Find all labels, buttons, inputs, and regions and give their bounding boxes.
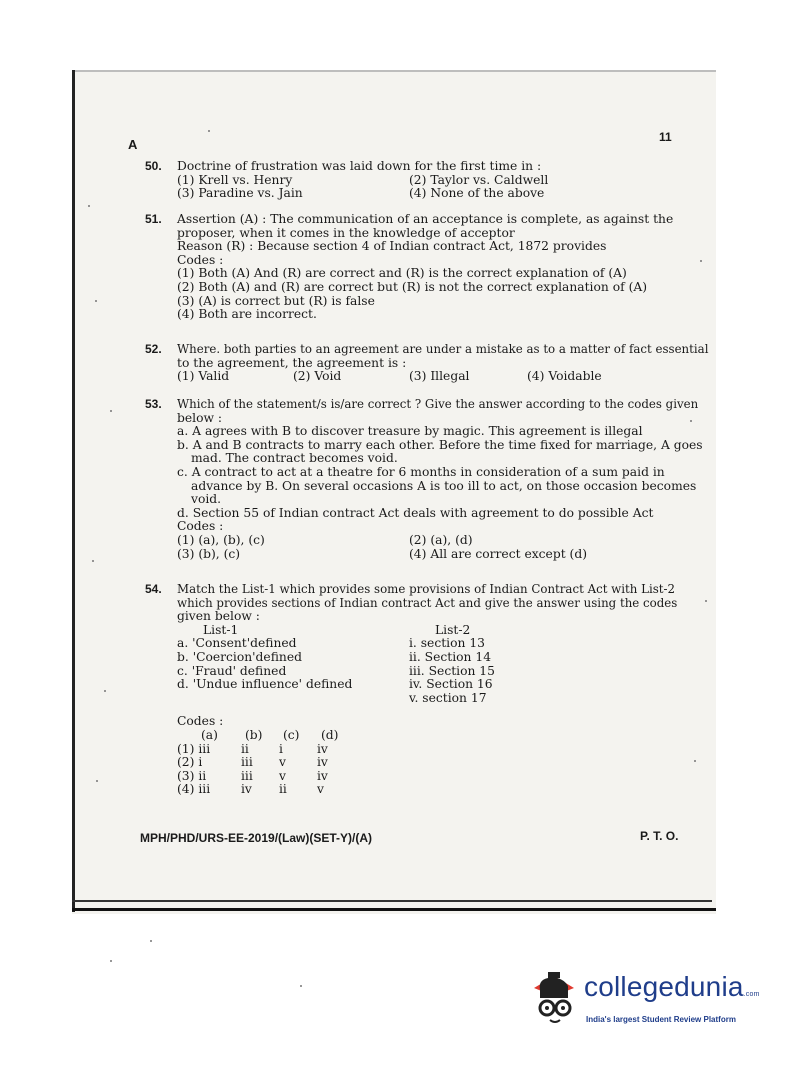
list-2-item: iii. Section 15 (409, 663, 495, 678)
codes-cell: i (279, 741, 283, 756)
codes-cell: (3) ii (177, 768, 207, 783)
codes-row (177, 756, 675, 770)
list-2-item: i. section 13 (409, 636, 485, 651)
option-4: (4) None of the above (409, 186, 545, 201)
logo-tagline: India's largest Student Review Platform (586, 1014, 736, 1024)
statement-b-cont: mad. The contract becomes void. (191, 451, 398, 466)
statement-a: a. A agrees with B to discover treasure by magic. This agreement is illegal (177, 424, 643, 439)
codes-header: (b) (245, 727, 263, 742)
option-3: (3) (b), (c) (177, 546, 241, 561)
statement-c-cont: advance by B. On several occasions A is too ill to act, on those occasion becomes (191, 478, 697, 493)
codes-cell: v (317, 782, 324, 797)
question-number: 53. (145, 397, 162, 411)
reason-text: Reason (R) : Because section 4 of Indian contract Act, 1872 provides (177, 239, 607, 254)
list-2-title: List-2 (435, 622, 471, 637)
question-text: Where. both parties to an agreement are under a mistake as to a matter of fact essential (177, 342, 709, 356)
question-50 (145, 160, 675, 201)
collegedunia-logo[interactable] (528, 968, 760, 1028)
list-1-title: List-1 (203, 622, 239, 637)
pto-label: P. T. O. (640, 829, 679, 843)
codes-cell: iv (317, 768, 328, 783)
codes-cell: ii (241, 741, 249, 756)
bottom-rule-2 (72, 908, 716, 911)
statement-c: c. A contract to act at a theatre for 6 months in consideration of a sum paid in (177, 464, 665, 479)
option-1: (1) Both (A) And (R) are correct and (R) is the correct explanation of (A) (177, 266, 627, 281)
codes-header: (a) (201, 727, 218, 742)
statement-b: b. A and B contracts to marry each other. Before the time fixed for marriage, A goes (177, 437, 703, 452)
footer-code: MPH/PHD/URS-EE-2019/(Law)(SET-Y)/(A) (140, 831, 373, 845)
option-2: (2) Both (A) and (R) are correct but (R) is not the correct explanation of (A) (177, 279, 648, 294)
codes-cell: iv (241, 782, 252, 797)
question-text: Match the List-1 which provides some provisions of Indian Contract Act with List-2 (177, 582, 676, 596)
question-text-cont: to the agreement, the agreement is : (177, 355, 407, 370)
question-number: 54. (145, 582, 162, 596)
codes-cell: iv (317, 755, 328, 770)
question-54 (145, 582, 678, 797)
option-3: (3) Illegal (409, 369, 470, 384)
section-letter: A (128, 137, 138, 152)
question-number: 52. (145, 342, 162, 356)
question-number: 50. (145, 159, 162, 173)
question-52 (145, 342, 709, 384)
mascot-icon (528, 968, 580, 1028)
codes-cell: iv (317, 741, 328, 756)
option-3: (3) Paradine vs. Jain (177, 186, 303, 201)
codes-label: Codes : (177, 714, 224, 729)
list-1-item: a. 'Consent'defined (177, 636, 297, 651)
list-1-item: d. 'Undue influence' defined (177, 677, 353, 692)
question-text: Which of the statement/s is/are correct ? Give the answer according to the codes given (177, 397, 699, 411)
codes-cell: (4) iii (177, 782, 211, 797)
page-edge-shadow (72, 70, 75, 912)
option-3: (3) (A) is correct but (R) is false (177, 293, 375, 308)
list-2-item: iv. Section 16 (409, 677, 493, 692)
option-4: (4) Voidable (527, 369, 602, 384)
codes-label: Codes : (177, 519, 224, 534)
codes-row (177, 770, 675, 784)
codes-cell: iii (241, 755, 253, 770)
codes-header: (c) (283, 727, 300, 742)
logo-suffix: .com (743, 990, 760, 998)
question-text-cont: which provides sections of Indian contract Act and give the answer using the codes (177, 595, 678, 610)
codes-row (177, 743, 675, 757)
logo-name: collegedunia (584, 970, 744, 1002)
option-1: (1) Valid (177, 369, 230, 384)
list-2-item: v. section 17 (409, 690, 487, 705)
option-4: (4) Both are incorrect. (177, 307, 317, 322)
codes-table (177, 715, 675, 797)
assertion-text-cont: proposer, when it comes in the knowledge of acceptor (177, 225, 515, 240)
codes-cell: (2) i (177, 755, 203, 770)
codes-row (177, 783, 675, 797)
codes-cell: v (279, 768, 286, 783)
option-2: (2) (a), (d) (409, 532, 473, 547)
codes-cell: ii (279, 782, 287, 797)
codes-label: Codes : (177, 252, 224, 267)
option-1: (1) Krell vs. Henry (177, 172, 293, 187)
list-1-item: c. 'Fraud' defined (177, 663, 287, 678)
assertion-text: Assertion (A) : The communication of an acceptance is complete, as against the (177, 212, 674, 226)
bottom-rule (72, 900, 712, 902)
codes-cell: iii (241, 768, 253, 783)
codes-cell: (1) iii (177, 741, 211, 756)
statement-d: d. Section 55 of Indian contract Act deals with agreement to do possible Act (177, 505, 654, 520)
option-2: (2) Taylor vs. Caldwell (409, 172, 549, 187)
page-number: 11 (659, 130, 672, 144)
codes-header: (d) (321, 727, 339, 742)
question-text-cont: below : (177, 410, 223, 425)
question-text-cont2: given below : (177, 609, 260, 624)
codes-cell: v (279, 755, 286, 770)
statement-c-cont2: void. (191, 492, 222, 507)
question-51 (145, 213, 675, 322)
question-number: 51. (145, 212, 162, 226)
option-4: (4) All are correct except (d) (409, 546, 588, 561)
question-text: Doctrine of frustration was laid down for the first time in : (177, 159, 542, 173)
option-1: (1) (a), (b), (c) (177, 532, 265, 547)
list-2-item: ii. Section 14 (409, 649, 492, 664)
list-1-item: b. 'Coercion'defined (177, 649, 302, 664)
option-2: (2) Void (293, 369, 342, 384)
question-53 (145, 397, 703, 561)
